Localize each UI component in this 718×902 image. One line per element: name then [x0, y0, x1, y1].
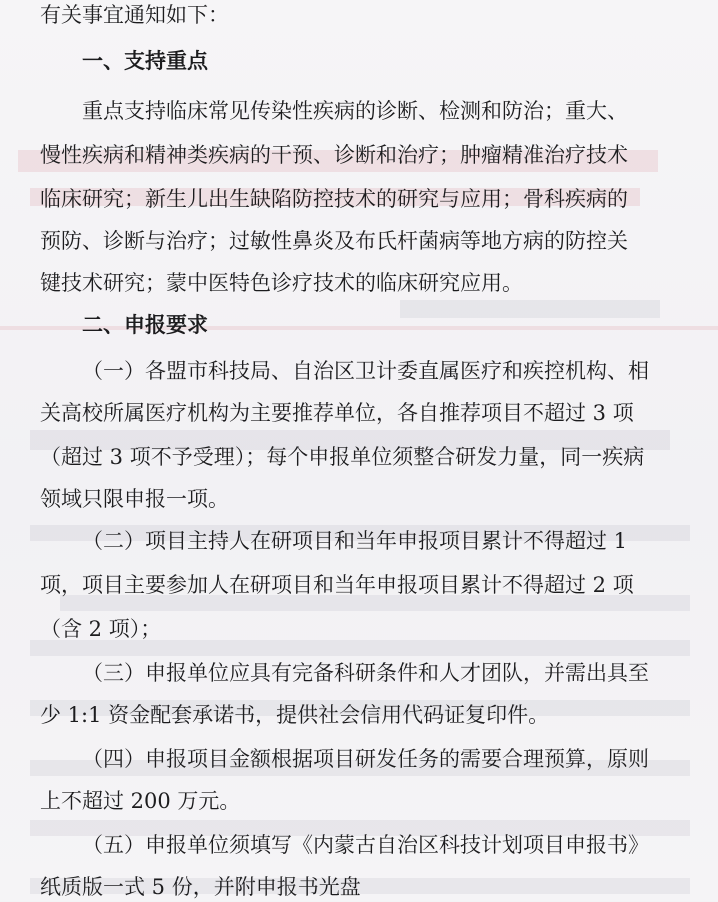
requirement-2-line: （二）项目主持人在研项目和当年申报项目累计不得超过 1: [82, 529, 628, 553]
section-2-heading: 二、申报要求: [82, 313, 208, 337]
requirement-4-line: （四）申报项目金额根据项目研发任务的需要合理预算，原则: [82, 747, 649, 771]
requirement-2-line: （含 2 项）；: [40, 617, 162, 641]
requirement-3-line: （三）申报单位应具有完备科研条件和人才团队，并需出具至: [82, 661, 649, 685]
requirement-1-line: 领域只限申报一项。: [40, 487, 229, 511]
section-1-line: 临床研究；新生儿出生缺陷防控技术的研究与应用；骨科疾病的: [40, 187, 628, 211]
section-1-heading: 一、支持重点: [82, 49, 208, 73]
requirement-3-line: 少 1:1 资金配套承诺书，提供社会信用代码证复印件。: [40, 703, 550, 727]
requirement-1-line: 关高校所属医疗机构为主要推荐单位，各自推荐项目不超过 3 项: [40, 401, 634, 425]
requirement-5-line: （五）申报单位须填写《内蒙古自治区科技计划项目申报书》: [82, 833, 649, 857]
requirement-2-line: 项，项目主要参加人在研项目和当年申报项目累计不得超过 2 项: [40, 573, 634, 597]
requirement-5-line: 纸质版一式 5 份，并附申报书光盘: [40, 875, 361, 899]
requirement-4-line: 上不超过 200 万元。: [40, 789, 241, 813]
requirement-1-line: （超过 3 项不予受理）；每个申报单位须整合研发力量，同一疾病: [40, 445, 645, 469]
intro-text: 有关事宜通知如下：: [40, 3, 229, 27]
section-1-line: 慢性疾病和精神类疾病的干预、诊断和治疗；肿瘤精准治疗技术: [40, 143, 628, 167]
requirement-1-line: （一）各盟市科技局、自治区卫计委直属医疗和疾控机构、相: [82, 359, 649, 383]
section-1-line: 键技术研究；蒙中医特色诊疗技术的临床研究应用。: [40, 271, 523, 295]
section-1-line: 重点支持临床常见传染性疾病的诊断、检测和防治；重大、: [82, 99, 628, 123]
section-1-line: 预防、诊断与治疗；过敏性鼻炎及布氏杆菌病等地方病的防控关: [40, 229, 628, 253]
